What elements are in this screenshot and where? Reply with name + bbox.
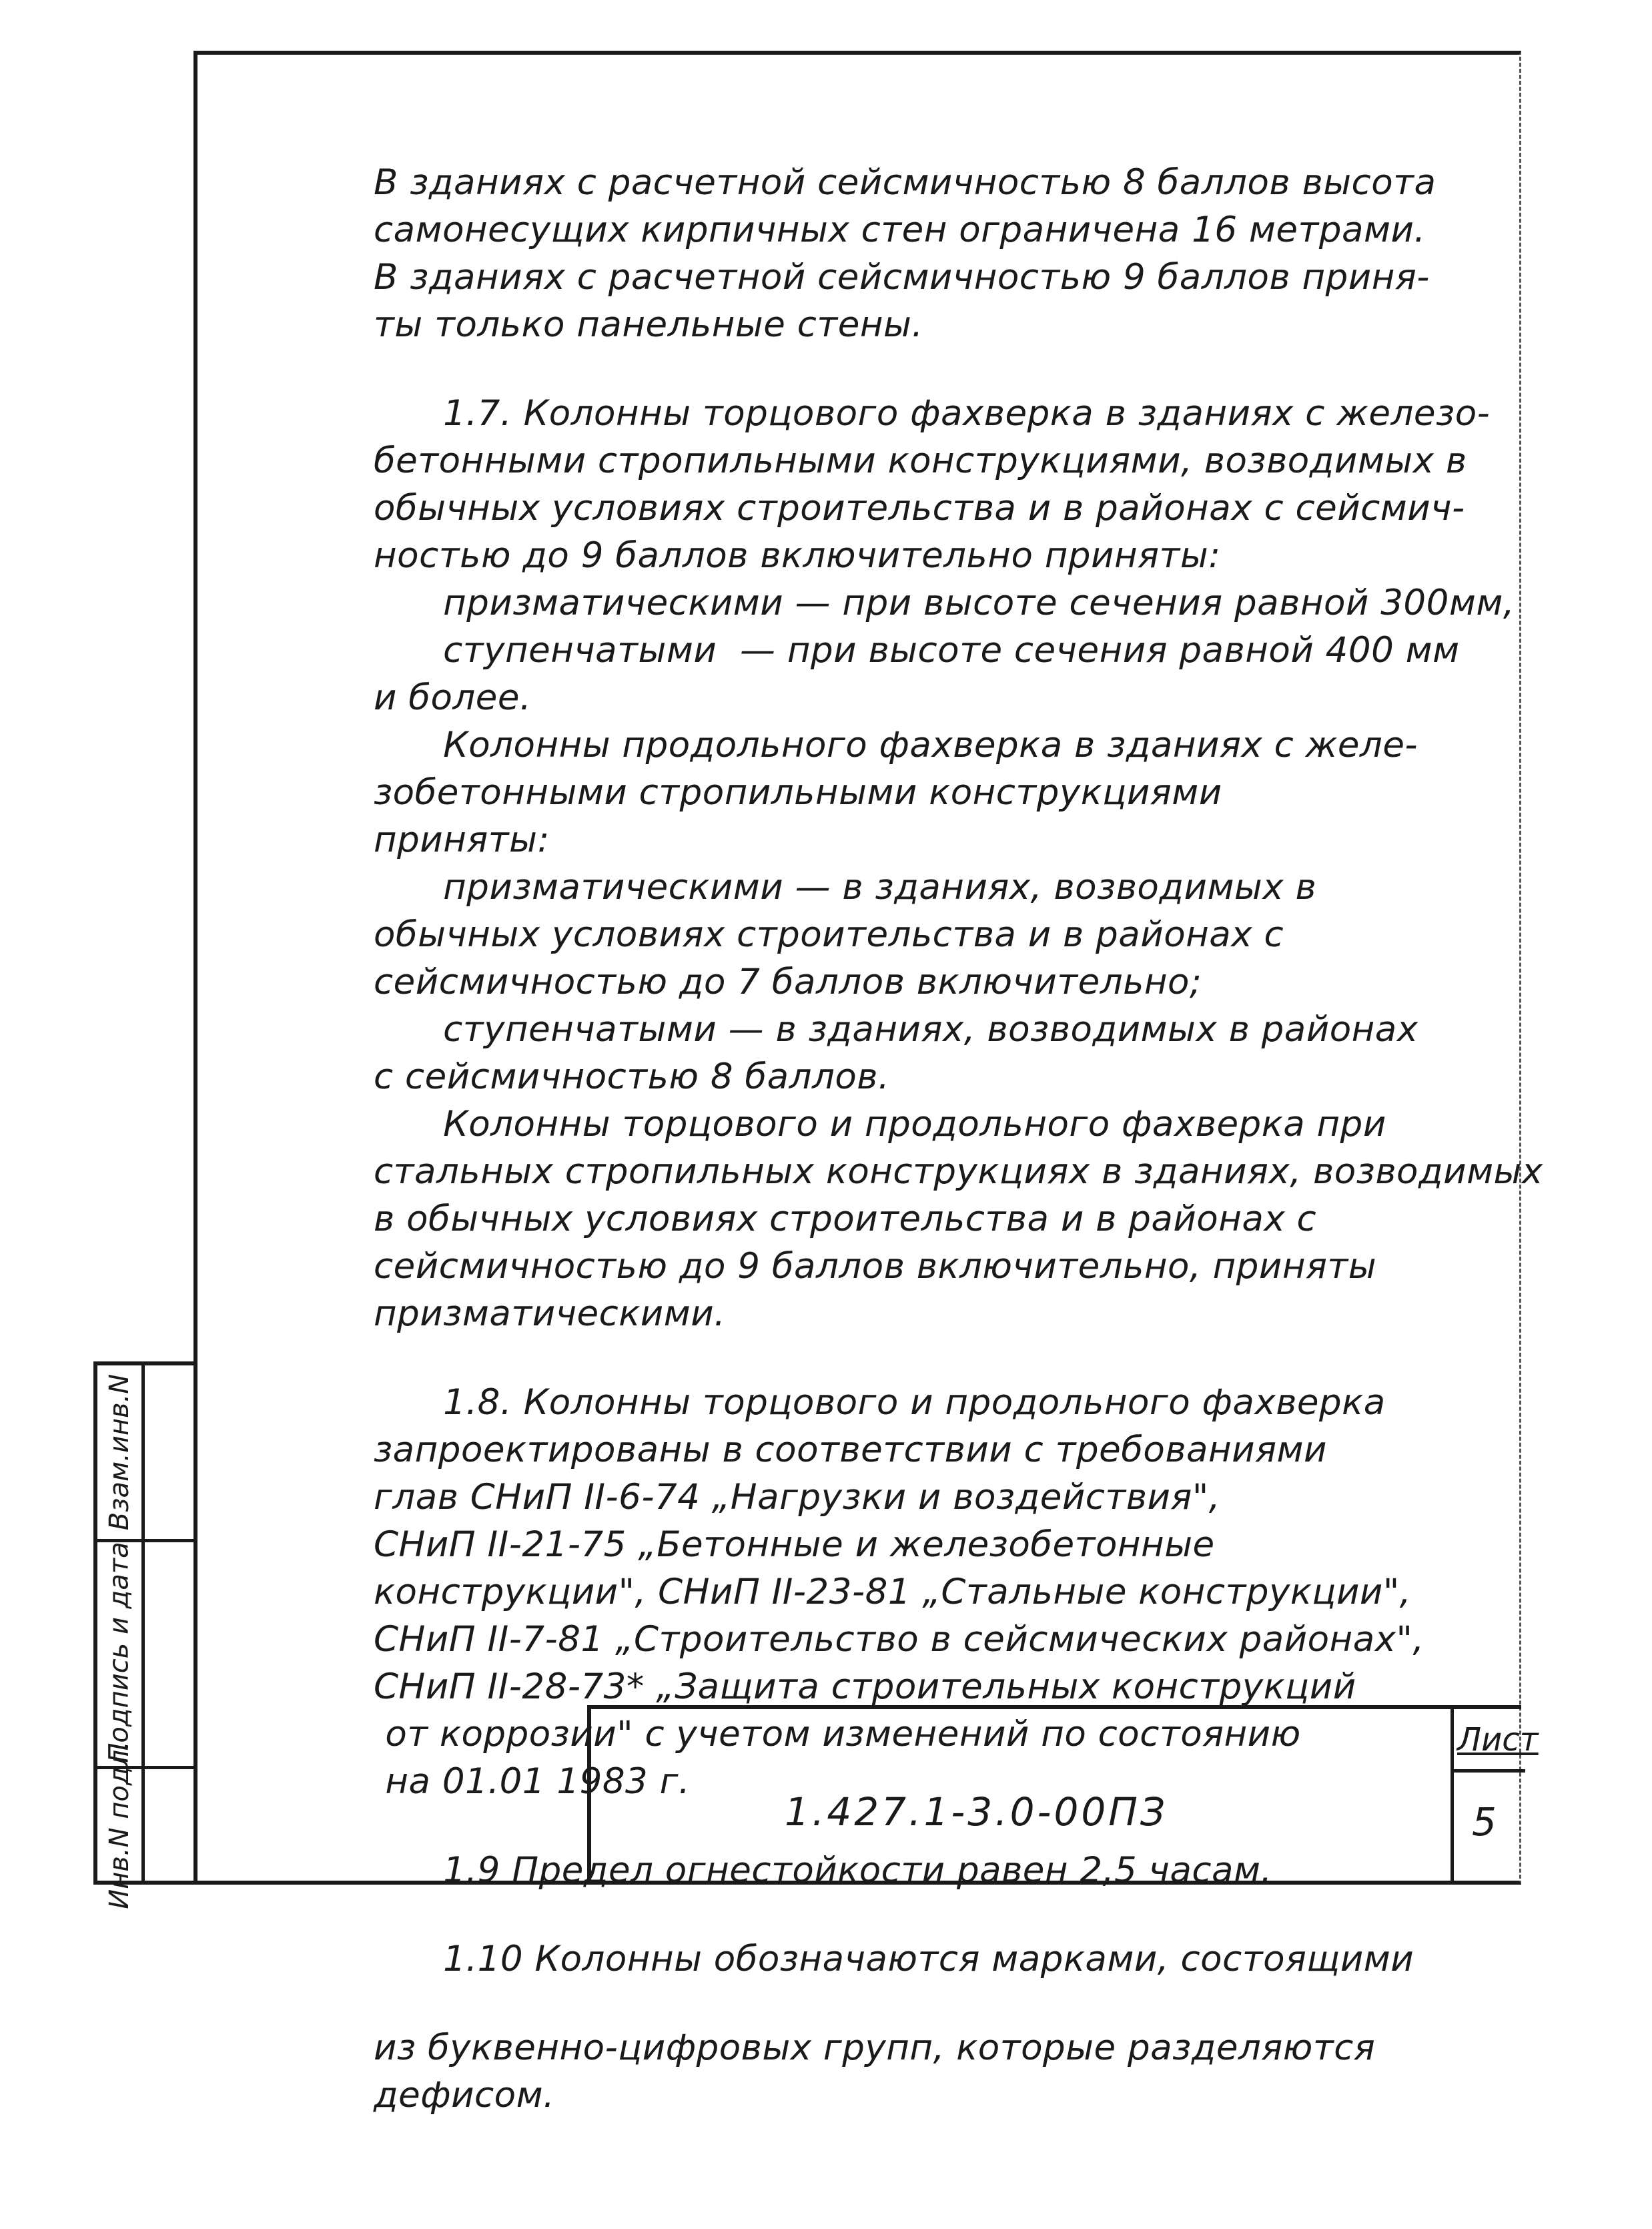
text-line: от коррозии" с учетом изменений по состоянию [374,1714,1301,1755]
text-line: 1.8. Колонны торцового и продольного фахверка [374,1382,1386,1423]
sheet-number: 5 [1472,1799,1497,1845]
text-line: СНиП II-7-81 „Строительство в сейсмических районах", [374,1619,1424,1660]
paragraph-gap [374,1337,1461,1379]
text-line: дефисом. [374,2075,555,2116]
text-line: самонесущих кирпичных стен ограничена 16 метрами. [374,210,1426,250]
text-line: и более. [374,677,532,718]
text-line: обычных условиях строительства и в районах с сейсмич- [374,488,1465,529]
text-line: ступенчатыми — в зданиях, возводимых в районах [374,1009,1418,1050]
text-line: запроектированы в соответствии с требованиями [374,1429,1327,1470]
side-stamp [93,1361,193,1909]
paragraph-gap [374,1894,1461,1935]
paragraph-gap [374,1983,1461,2024]
text-line: 1.7. Колонны торцового фахверка в зданиях с железо- [374,393,1491,434]
text-line: призматическими. [374,1293,726,1334]
paragraph-gap [374,348,1461,390]
text-line: ступенчатыми — при высоте сечения равной 400 мм [374,630,1460,671]
text-line: обычных условиях строительства и в районах с [374,914,1284,955]
sheet-label: Лист [1457,1721,1539,1759]
stamp-signature-date-label: Подпись и дата [104,1542,135,1763]
text-line: ты только панельные стены. [374,304,923,345]
text-line: сейсмичностью до 9 баллов включительно, приняты [374,1246,1377,1287]
text-line: глав СНиП II-6-74 „Нагрузки и воздействия", [374,1477,1221,1518]
document-code: 1.427.1-3.0-00ПЗ [785,1789,1168,1835]
text-line: на 01.01 1983 г. [374,1761,691,1802]
text-line: 1.9 Предел огнестойкости равен 2,5 часам. [374,1850,1272,1891]
text-line: СНиП II-28-73* „Защита строительных конструкций [374,1666,1356,1707]
text-line: в обычных условиях строительства и в районах с [374,1199,1317,1239]
text-line: бетонными стропильными конструкциями, возводимых в [374,440,1467,481]
text-line: из буквенно-цифровых групп, которые разделяются [374,2027,1376,2068]
text-line: призматическими — при высоте сечения равной 300мм, [374,583,1515,623]
text-line: В зданиях с расчетной сейсмичностью 8 баллов высота [374,162,1436,203]
stamp-original-inventory-label: Инв.N подл. [104,1741,135,1909]
text-line: сейсмичностью до 7 баллов включительно; [374,962,1202,1002]
text-line: стальных стропильных конструкциях в зданиях, возводимых [374,1151,1543,1192]
text-line: 1.10 Колонны обозначаются марками, состоящими [374,1939,1414,1979]
text-line: с сейсмичностью 8 баллов. [374,1056,890,1097]
text-line: Колонны торцового и продольного фахверка при [374,1104,1386,1145]
text-line: приняты: [374,820,550,860]
text-line: СНиП II-21-75 „Бетонные и железобетонные [374,1524,1215,1565]
text-line: В зданиях с расчетной сейсмичностью 9 баллов приня- [374,257,1430,298]
text-line: зобетонными стропильными конструкциями [374,772,1222,813]
text-line: конструкции", СНиП II-23-81 „Стальные конструкции", [374,1572,1412,1612]
text-line: Колонны продольного фахверка в зданиях с желе- [374,725,1418,765]
stamp-replacement-inventory-label: Взам.инв.N [104,1373,135,1531]
title-block [587,1705,1539,1885]
text-line: призматическими — в зданиях, возводимых в [374,867,1317,908]
text-line: ностью до 9 баллов включительно приняты: [374,535,1221,576]
